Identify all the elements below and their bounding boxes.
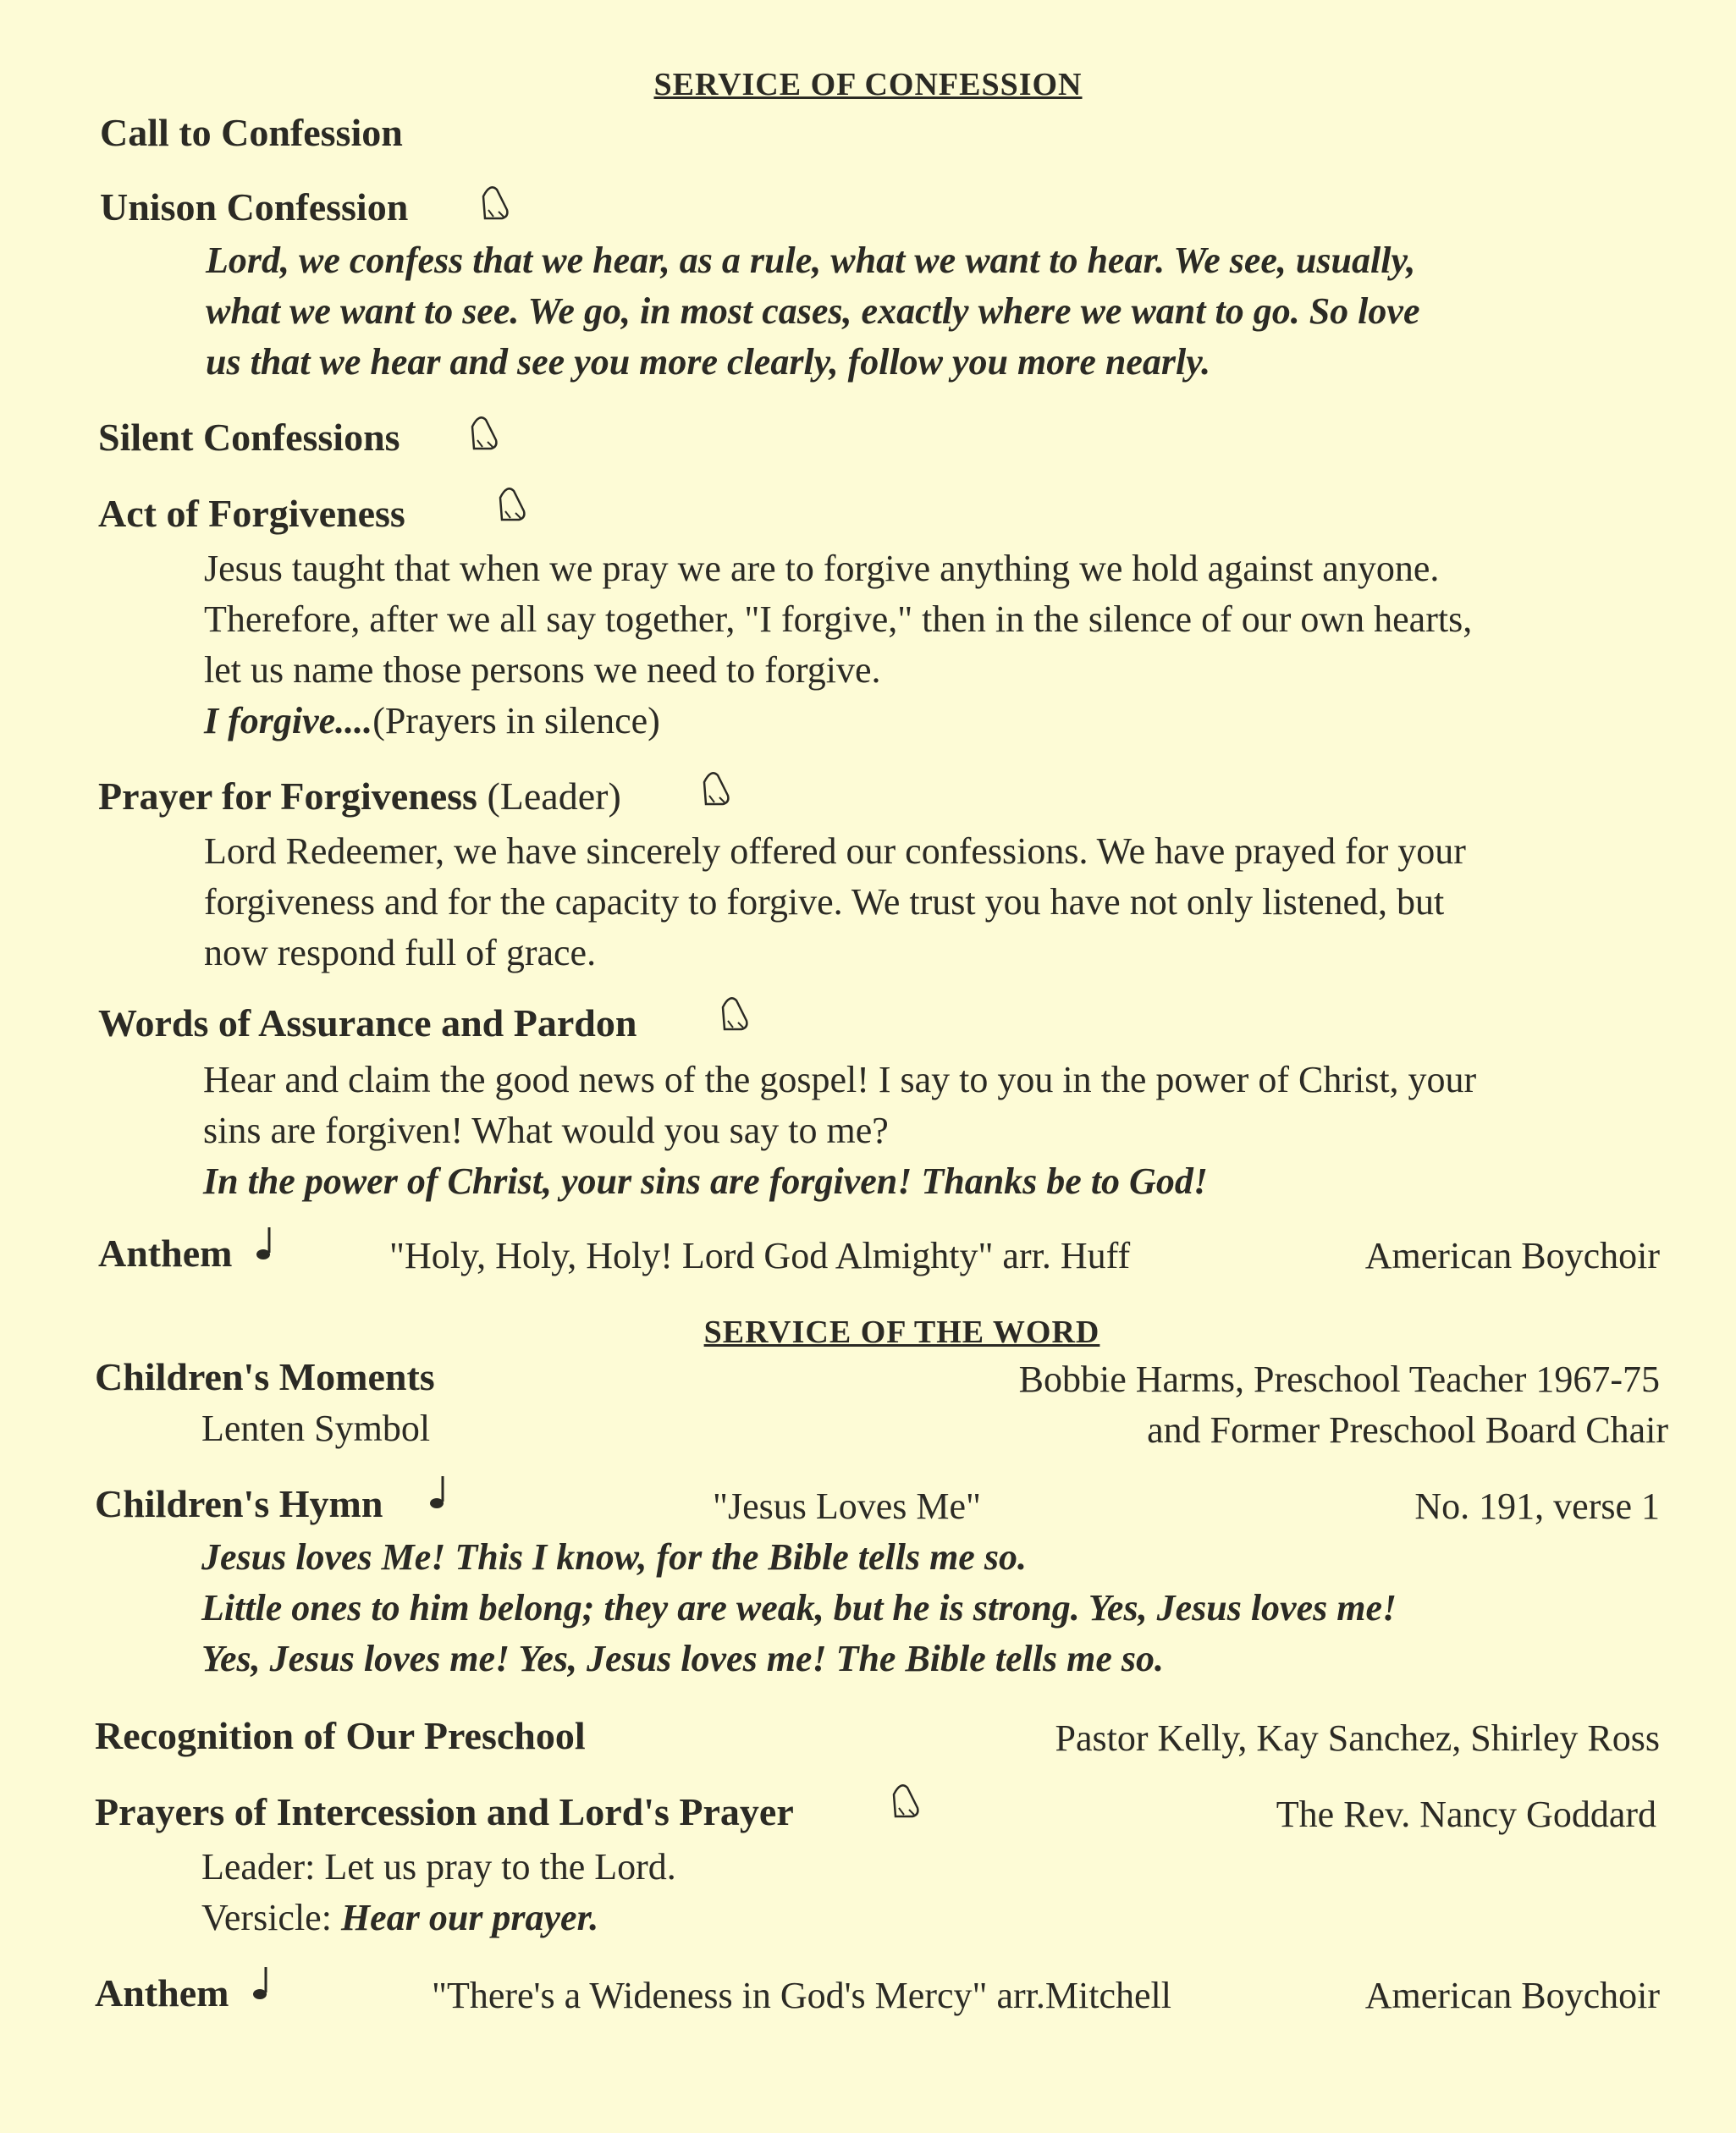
music-note-icon [427, 1474, 448, 1512]
assurance-response: In the power of Christ, your sins are forgiven! Thanks be to God! [203, 1160, 1208, 1202]
act-of-forgiveness-line: Jesus taught that when we pray we are to forgive anything we hold against anyone. [204, 548, 1440, 589]
act-of-forgiveness-heading: Act of Forgiveness [98, 492, 405, 535]
intercession-heading: Prayers of Intercession and Lord's Prayer [95, 1790, 794, 1833]
act-of-forgiveness-line: let us name those persons we need to forgive. [204, 649, 881, 691]
act-of-forgiveness-response [204, 699, 660, 742]
music-note-icon [254, 1226, 274, 1263]
childrens-moments-leader: Bobbie Harms, Preschool Teacher 1967-75 [1018, 1359, 1660, 1400]
assurance-line: sins are forgiven! What would you say to me? [203, 1110, 889, 1151]
hymn-line: Jesus loves Me! This I know, for the Bible tells me so. [201, 1536, 1027, 1578]
versicle-line [201, 1896, 598, 1939]
praying-hands-icon [495, 481, 529, 523]
childrens-hymn-title: "Jesus Loves Me" [713, 1485, 982, 1527]
response-bold: I forgive.... [204, 700, 373, 741]
unison-confession-line: what we want to see. We go, in most cases, exactly where we want to go. So love [206, 290, 1420, 332]
prayer-heading-bold: Prayer for Forgiveness [98, 774, 477, 818]
anthem-heading: Anthem [95, 1971, 229, 2014]
silent-confessions-heading: Silent Confessions [98, 416, 400, 459]
childrens-hymn-number: No. 191, verse 1 [1414, 1485, 1660, 1527]
lenten-symbol: Lenten Symbol [201, 1408, 431, 1449]
anthem-performer: American Boychoir [1364, 1975, 1660, 2016]
call-to-confession-heading: Call to Confession [100, 111, 403, 154]
unison-confession-line: us that we hear and see you more clearly, follow you more nearly. [206, 341, 1211, 383]
childrens-moments-leader-role: and Former Preschool Board Chair [1147, 1409, 1668, 1451]
music-note-icon [251, 1965, 271, 2003]
words-of-assurance-heading: Words of Assurance and Pardon [98, 1001, 637, 1044]
anthem-title: "There's a Wideness in God's Mercy" arr.Mitchell [432, 1975, 1171, 2016]
recognition-heading: Recognition of Our Preschool [95, 1714, 586, 1757]
versicle-text: Hear our prayer. [340, 1897, 599, 1938]
leader-line [201, 1845, 676, 1888]
section-title-confession: SERVICE OF CONFESSION [653, 67, 1083, 102]
assurance-line: Hear and claim the good news of the gospel! I say to you in the power of Christ, your [203, 1059, 1477, 1100]
praying-hands-icon [889, 1778, 923, 1820]
intercession-leader: The Rev. Nancy Goddard [1276, 1794, 1656, 1835]
praying-hands-icon [718, 990, 752, 1033]
unison-confession-heading: Unison Confession [100, 185, 409, 229]
act-of-forgiveness-line: Therefore, after we all say together, "I forgive," then in the silence of our own hearts, [204, 598, 1473, 640]
prayer-heading-leader: (Leader) [477, 774, 621, 818]
anthem-heading: Anthem [98, 1232, 233, 1275]
anthem-title: "Holy, Holy, Holy! Lord God Almighty" arr. Huff [389, 1235, 1131, 1276]
leader-text: Let us pray to the Lord. [315, 1846, 676, 1888]
childrens-moments-heading: Children's Moments [95, 1355, 435, 1398]
praying-hands-icon [478, 179, 512, 222]
versicle-label: Versicle: [201, 1897, 332, 1938]
recognition-people: Pastor Kelly, Kay Sanchez, Shirley Ross [1055, 1717, 1660, 1759]
prayer-line: Lord Redeemer, we have sincerely offered our confessions. We have prayed for your [204, 830, 1466, 872]
prayer-for-forgiveness-heading [98, 774, 621, 818]
anthem-performer: American Boychoir [1364, 1235, 1660, 1276]
response-plain: (Prayers in silence) [372, 700, 660, 741]
praying-hands-icon [467, 410, 501, 452]
childrens-hymn-heading: Children's Hymn [95, 1482, 383, 1525]
praying-hands-icon [699, 765, 733, 807]
prayer-line: now respond full of grace. [204, 932, 597, 973]
hymn-line: Yes, Jesus loves me! Yes, Jesus loves me! The Bible tells me so. [201, 1638, 1164, 1679]
unison-confession-line: Lord, we confess that we hear, as a rule, what we want to hear. We see, usually, [206, 240, 1416, 281]
section-title-word: SERVICE OF THE WORD [703, 1315, 1100, 1350]
leader-label: Leader: [201, 1846, 316, 1888]
prayer-line: forgiveness and for the capacity to forgive. We trust you have not only listened, but [204, 881, 1445, 923]
hymn-line: Little ones to him belong; they are weak, but he is strong. Yes, Jesus loves me! [201, 1587, 1397, 1629]
